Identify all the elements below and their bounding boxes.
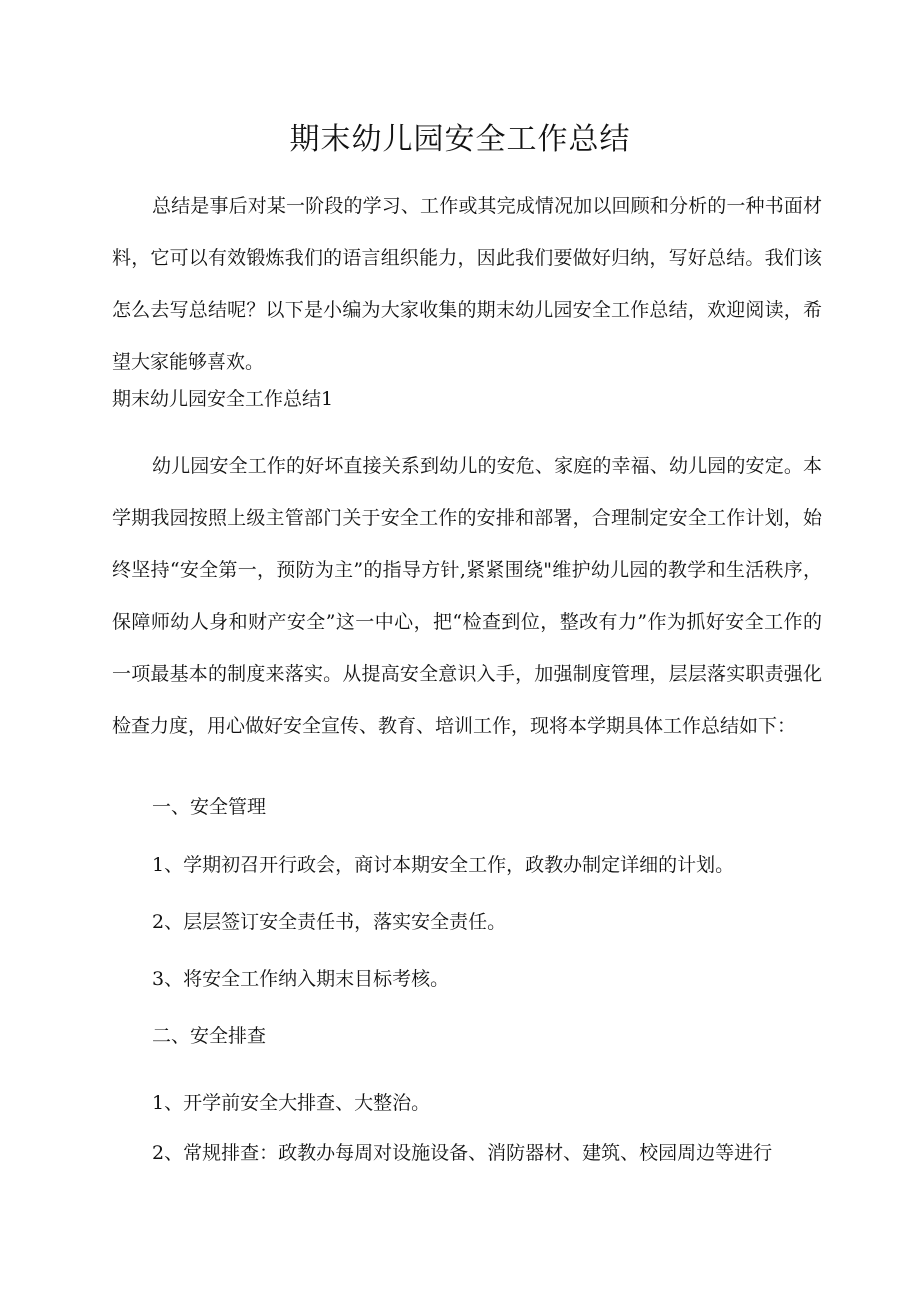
document-title: 期末幼儿园安全工作总结 <box>289 122 631 157</box>
intro-text: 总结是事后对某一阶段的学习、工作或其完成情况加以回顾和分析的一种书面材料，它可以有效锻炼我们的语言组织能力，因此我们要做好归纳，写好总结。我们该怎么去写总结呢？以下是小编为大家收集的期末幼儿园安全工作总结，欢迎阅读，希望大家能够喜欢。 <box>112 195 822 373</box>
heading-safety-management: 一、安全管理 <box>152 796 267 818</box>
body-paragraph <box>112 440 822 752</box>
list-item: 1、学期初召开行政会，商讨本期安全工作，政教办制定详细的计划。 <box>152 854 735 876</box>
intro-paragraph <box>112 180 822 388</box>
list-item: 2、常规排查：政教办每周对设施设备、消防器材、建筑、校园周边等进行 <box>152 1142 773 1164</box>
heading-safety-inspection: 二、安全排查 <box>152 1025 267 1047</box>
body-paragraph-text: 幼儿园安全工作的好坏直接关系到幼儿的安危、家庭的幸福、幼儿园的安定。本学期我园按照上级主管部门关于安全工作的安排和部署，合理制定安全工作计划，始终坚持“安全第一，预防为主”的指导方针,紧紧围绕"维护幼儿园的教学和生活秩序，保障师幼人身和财产安全”这一中心，把“检查到位，整改有力”作为抓好安全工作的一项最基本的制度来落实。从提高安全意识入手，加强制度管理，层层落实职责强化检查力度，用心做好安全宣传、教育、培训工作，现将本学期具体工作总结如下： <box>112 455 822 737</box>
list-item: 3、将安全工作纳入期末目标考核。 <box>152 968 450 990</box>
section-title: 期末幼儿园安全工作总结1 <box>112 388 334 410</box>
list-item: 1、开学前安全大排查、大整治。 <box>152 1092 431 1114</box>
list-item: 2、层层签订安全责任书，落实安全责任。 <box>152 911 507 933</box>
